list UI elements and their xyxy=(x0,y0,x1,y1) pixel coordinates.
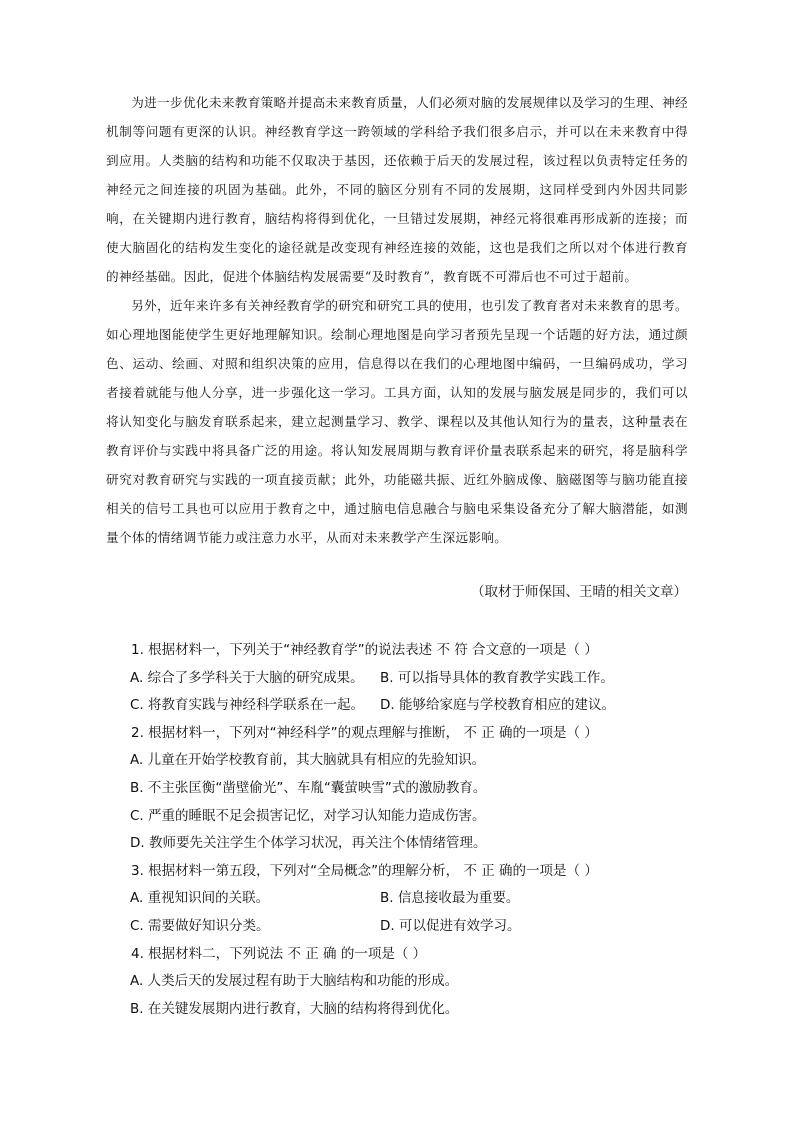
question-3-option-c: C. 需要做好知识分类。 xyxy=(130,917,270,934)
question-4-option-b: B. 在关键发展期内进行教育，大脑的结构将得到优化。 xyxy=(130,1000,459,1017)
question-1-stem: 1. 根据材料一，下列关于“神经教育学”的说法表述 不 符 合文意的一项是（ ） xyxy=(131,642,598,658)
question-2-option-b: B. 不主张匡衡“凿壁偷光”、车胤“囊萤映雪”式的激励教育。 xyxy=(130,779,487,796)
question-2-option-c: C. 严重的睡眠不足会损害记忆，对学习认知能力造成伤害。 xyxy=(130,807,486,824)
reading-passage xyxy=(106,88,688,552)
question-2-option-d: D. 教师要先关注学生个体学习状况，再关注个体情绪管理。 xyxy=(130,835,487,852)
question-1-option-d: D. 能够给家庭与学校教育相应的建议。 xyxy=(380,697,615,714)
question-list xyxy=(130,637,710,1023)
passage-paragraph-2: 另外，近年来许多有关神经教育学的研究和研究工具的使用，也引发了教育者对未来教育的思考。如心理地图能使学生更好地理解知识。绘制心理地图是向学习者预先呈现一个话题的好方法，通过颜色、运动、绘画、对照和组织决策的应用，信息得以在我们的心理地图中编码，一旦编码成功，学习者接着就能与他人分享，进一步强化这一学习。工具方面，认知的发展与脑发展是同步的，我们可以将认知变化与脑发育联系起来，建立起测量学习、教学、课程以及其他认知行为的量表，这种量表在教育评价与实践中将具备广泛的用途。将认知发展周期与教育评价量表联系起来的研究，将是脑科学研究对教育研究与实践的一项直接贡献；此外，功能磁共振、近红外脑成像、脑磁图等与脑功能直接相关的信号工具也可以应用于教育之中，通过脑电信息融合与脑电采集设备充分了解大脑潜能，如测量个体的情绪调节能力或注意力水平，从而对未来教学产生深远影响。 xyxy=(106,298,688,545)
question-2-option-a: A. 儿童在开始学校教育前，其大脑就具有相应的先验知识。 xyxy=(130,752,486,769)
question-3-stem: 3. 根据材料一第五段，下列对“全局概念”的理解分析， 不 正 确的一项是（ ） xyxy=(131,862,598,879)
question-1-options-row-2 xyxy=(130,692,710,720)
question-3-option-a: A. 重视知识间的关联。 xyxy=(130,890,270,907)
question-1-option-b: B. 可以指导具体的教育教学实践工作。 xyxy=(380,669,614,686)
question-4-stem: 4. 根据材料二，下列说法 不 正 确 的一项是（ ） xyxy=(131,945,427,962)
question-3-option-b: B. 信息接收最为重要。 xyxy=(380,890,520,907)
question-1-options-row-1 xyxy=(130,665,710,693)
passage-paragraph-1: 为进一步优化未来教育策略并提高未来教育质量，人们必须对脑的发展规律以及学习的生理、神经机制等问题有更深的认识。神经教育学这一跨领域的学科给予我们很多启示，并可以在未来教育中得到应用。人类脑的结构和功能不仅取决于基因，还依赖于后天的发展过程，该过程以负责特定任务的神经元之间连接的巩固为基础。此外，不同的脑区分别有不同的发展期，这同样受到内外因共同影响，在关键期内进行教育，脑结构将得到优化，一旦错过发展期，神经元将很难再形成新的连接；而使大脑固化的结构发生变化的途径就是改变现有神经连接的效能，这也是我们之所以对个体进行教育的神经基础。因此，促进个体脑结构发展需要“及时教育”，教育既不可滞后也不可过于超前。 xyxy=(106,95,688,284)
question-3-options-row-1 xyxy=(130,885,710,913)
question-4-option-a: A. 人类后天的发展过程有助于大脑结构和功能的形成。 xyxy=(130,973,459,990)
question-3-options-row-2 xyxy=(130,913,710,941)
question-2-stem: 2. 根据材料一，下列对“神经科学”的观点理解与推断， 不 正 确的一项是（ ） xyxy=(131,724,598,741)
source-attribution: （取材于师保国、王晴的相关文章） xyxy=(471,584,687,600)
question-1-option-c: C. 将教育实践与神经科学联系在一起。 xyxy=(130,697,365,714)
question-1-option-a: A. 综合了多学科关于大脑的研究成果。 xyxy=(130,669,364,686)
question-3-option-d: D. 可以促进有效学习。 xyxy=(380,917,521,934)
